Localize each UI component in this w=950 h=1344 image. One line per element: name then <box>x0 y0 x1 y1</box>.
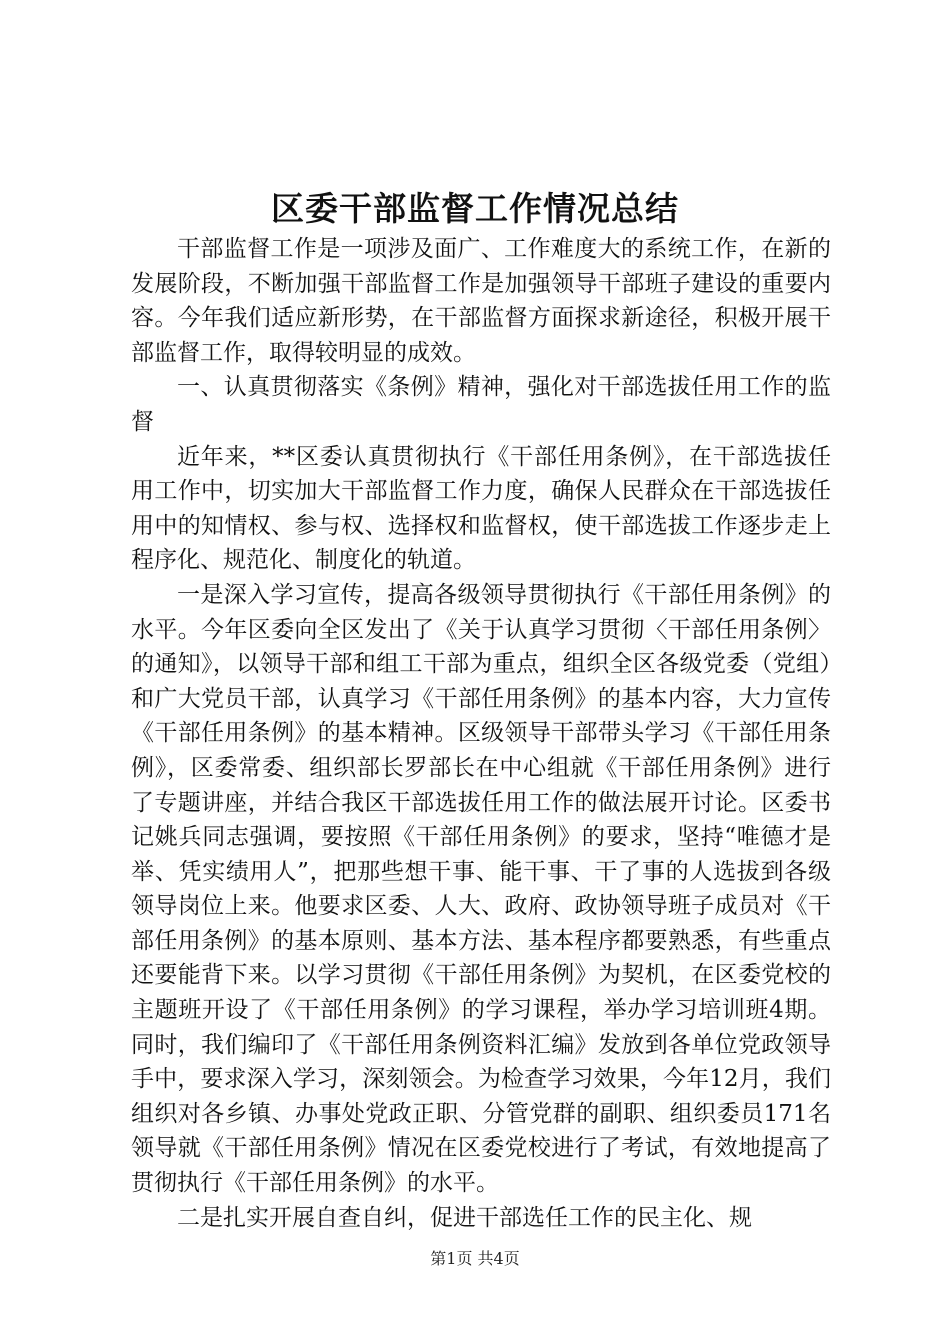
paragraph-intro: 干部监督工作是一项涉及面广、工作难度大的系统工作，在新的发展阶段，不断加强干部监督工作是加强领导干部班子建设的重要内容。今年我们适应新形势，在干部监督方面探求新途径，积极开展干部监督工作，取得较明显的成效。 <box>131 236 831 366</box>
page-footer: 第1页 共4页 <box>430 1249 520 1268</box>
section-heading-1: 一、认真贯彻落实《条例》精神，强化对干部选拔任用工作的监督 <box>131 374 831 435</box>
document-body <box>131 232 831 1235</box>
paragraph-point-2: 二是扎实开展自查自纠，促进干部选任工作的民主化、规 <box>177 1204 752 1231</box>
paragraph-overview: 近年来，**区委认真贯彻执行《干部任用条例》，在干部选拔任用工作中，切实加大干部监督工作力度，确保人民群众在干部选拔任用中的知情权、参与权、选择权和监督权，使干部选拔工作逐步走上程序化、规范化、制度化的轨道。 <box>131 443 831 574</box>
paragraph-point-1: 一是深入学习宣传，提高各级领导贯彻执行《干部任用条例》的水平。今年区委向全区发出了《关于认真学习贯彻〈干部任用条例〉的通知》，以领导干部和组工干部为重点，组织全区各级党委（党组）和广大党员干部，认真学习《干部任用条例》的基本内容，大力宣传《干部任用条例》的基本精神。区级领导干部带头学习《干部任用条例》，区委常委、组织部长罗部长在中心组就《干部任用条例》进行了专题讲座，并结合我区干部选拔任用工作的做法展开讨论。区委书记姚兵同志强调，要按照《干部任用条例》的要求，坚持“唯德才是举、凭实绩用人”，把那些想干事、能干事、干了事的人选拔到各级领导岗位上来。他要求区委、人大、政府、政协领导班子成员对《干部任用条例》的基本原则、基本方法、基本程序都要熟悉，有些重点还要能背下来。以学习贯彻《干部任用条例》为契机，在区委党校的主题班开设了《干部任用条例》的学习课程，举办学习培训班4期。同时，我们编印了《干部任用条例资料汇编》发放到各单位党政领导手中，要求深入学习，深刻领会。为检查学习效果，今年12月，我们组织对各乡镇、办事处党政正职、分管党群的副职、组织委员171名领导就《干部任用条例》情况在区委党校进行了考试，有效地提高了贯彻执行《干部任用条例》的水平。 <box>131 581 831 1197</box>
document-title: 区委干部监督工作情况总结 <box>271 189 679 228</box>
